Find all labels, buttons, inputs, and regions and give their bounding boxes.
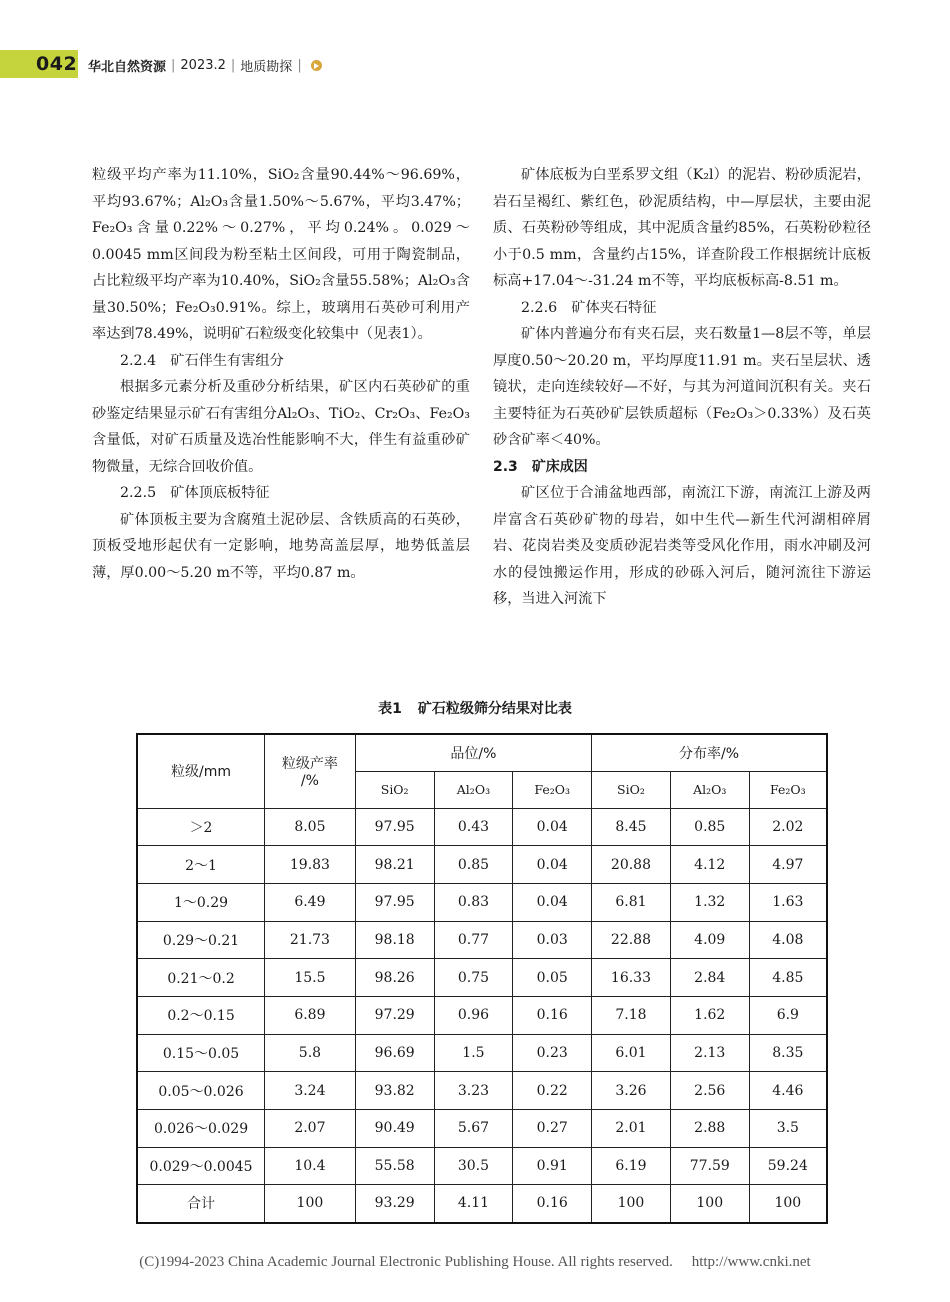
table-cell: 93.82 — [355, 1072, 434, 1110]
table-cell: 59.24 — [749, 1147, 827, 1185]
subheader-al2o3: Al₂O₃ — [670, 771, 749, 808]
section-heading-2-3: 2.3 矿床成因 — [493, 458, 588, 475]
divider: | — [171, 58, 176, 73]
subsection-heading-2-2-4: 2.2.4 矿石伴生有害组分 — [120, 352, 284, 369]
table-cell: 2.01 — [592, 1110, 671, 1148]
table-cell: 0.04 — [513, 846, 592, 884]
grain-size-cell: 0.21～0.2 — [137, 959, 265, 997]
table-cell: 1.63 — [749, 883, 827, 921]
subheader-fe2o3: Fe₂O₃ — [749, 771, 827, 808]
table-cell: 97.29 — [355, 996, 434, 1034]
grain-size-cell: ＞2 — [137, 808, 265, 846]
grain-size-cell: 0.29～0.21 — [137, 921, 265, 959]
table-cell: 98.18 — [355, 921, 434, 959]
grain-size-cell: 1～0.29 — [137, 883, 265, 921]
footer-url: http://www.cnki.net — [691, 1254, 811, 1270]
copyright-text: (C)1994-2023 China Academic Journal Electronic Publishing House. All rights reserved. — [139, 1254, 673, 1270]
table-row — [137, 1147, 827, 1185]
table-cell: 3.26 — [592, 1072, 671, 1110]
journal-name: 华北自然资源 — [88, 60, 167, 75]
grain-size-cell: 0.026～0.029 — [137, 1110, 265, 1148]
table-cell: 16.33 — [592, 959, 671, 997]
subheader-al2o3: Al₂O₃ — [434, 771, 513, 808]
paragraph: 矿体顶板主要为含腐殖土泥砂层、含铁质高的石英砂，顶板受地形起伏有一定影响，地势高盖层厚，地势低盖层薄，厚0.00～5.20 m不等，平均0.87 m。 — [92, 511, 470, 581]
table-cell: 4.46 — [749, 1072, 827, 1110]
subsection-heading-2-2-5: 2.2.5 矿体顶底板特征 — [120, 485, 270, 501]
table-cell: 4.97 — [749, 846, 827, 884]
issue-number: 2023.2 — [180, 58, 226, 73]
table-cell: 4.08 — [749, 921, 827, 959]
table-cell: 2.13 — [670, 1034, 749, 1072]
table-row — [137, 808, 827, 846]
paragraph: 矿体内普遍分布有夹石层，夹石数量1—8层不等，单层厚度0.50～20.20 m，平均厚度11.91 m。夹石呈层状、透镜状，走向连续较好—不好，与其为河道间沉积有关。夹石主要特征为石英砂矿层铁质超标（Fe₂O₃＞0.33%）及石英砂含矿率＜40%。 — [493, 326, 871, 448]
table-cell: 0.83 — [434, 883, 513, 921]
left-column — [92, 162, 470, 586]
table-cell: 0.16 — [513, 996, 592, 1034]
table-cell: 2.02 — [749, 808, 827, 846]
table-cell: 0.77 — [434, 921, 513, 959]
page-number: 042 — [36, 53, 78, 75]
table-cell: 3.5 — [749, 1110, 827, 1148]
table-cell: 97.95 — [355, 883, 434, 921]
grain-size-cell: 0.05～0.026 — [137, 1072, 265, 1110]
table-cell: 19.83 — [265, 846, 356, 884]
table-cell: 6.49 — [265, 883, 356, 921]
table-cell: 4.12 — [670, 846, 749, 884]
table-body — [137, 808, 827, 1223]
right-column — [493, 162, 871, 613]
table-cell: 97.95 — [355, 808, 434, 846]
table-cell: 100 — [592, 1185, 671, 1223]
table-cell: 8.45 — [592, 808, 671, 846]
divider: | — [297, 58, 302, 73]
table-cell: 6.19 — [592, 1147, 671, 1185]
table-cell: 30.5 — [434, 1147, 513, 1185]
table-cell: 8.35 — [749, 1034, 827, 1072]
grain-size-cell: 合计 — [137, 1185, 265, 1223]
table-cell: 4.09 — [670, 921, 749, 959]
table-cell: 0.91 — [513, 1147, 592, 1185]
divider: | — [230, 58, 236, 73]
paragraph: 矿体底板为白垩系罗文组（K₂l）的泥岩、粉砂质泥岩，岩石呈褐红、紫红色，砂泥质结构，中—厚层状，主要由泥质、石英粉砂等组成，其中泥质含量约85%，石英粉砂粒径小于0.5 mm，含量约占15%，详查阶段工作根据统计底板标高+17.04～-31.24 m不等，平均底板标高-8.51 m。 — [493, 167, 871, 289]
table-cell: 20.88 — [592, 846, 671, 884]
table-cell: 0.03 — [513, 921, 592, 959]
table-cell: 0.43 — [434, 808, 513, 846]
grain-size-cell: 0.15～0.05 — [137, 1034, 265, 1072]
play-circle-icon — [311, 60, 322, 71]
subheader-sio2: SiO₂ — [355, 771, 434, 808]
table-title: 矿石粒级筛分结果对比表 — [417, 701, 572, 717]
table-cell: 0.85 — [434, 846, 513, 884]
table-row — [137, 1185, 827, 1223]
table-cell: 77.59 — [670, 1147, 749, 1185]
table-cell: 0.96 — [434, 996, 513, 1034]
copyright-footer — [0, 1254, 950, 1271]
table-cell: 6.81 — [592, 883, 671, 921]
table-cell: 93.29 — [355, 1185, 434, 1223]
table-row — [137, 1034, 827, 1072]
grain-size-cell: 0.029～0.0045 — [137, 1147, 265, 1185]
table-cell: 1.62 — [670, 996, 749, 1034]
table-cell: 7.18 — [592, 996, 671, 1034]
table-row — [137, 846, 827, 884]
running-head — [88, 56, 322, 75]
column-header-size: 粒级/mm — [137, 734, 265, 808]
table-cell: 5.8 — [265, 1034, 356, 1072]
table-cell: 98.26 — [355, 959, 434, 997]
table-cell: 0.75 — [434, 959, 513, 997]
table-cell: 6.89 — [265, 996, 356, 1034]
table-cell: 98.21 — [355, 846, 434, 884]
table-row — [137, 1072, 827, 1110]
paragraph: 根据多元素分析及重砂分析结果，矿区内石英砂矿的重砂鉴定结果显示矿石有害组分Al₂O₃、TiO₂、Cr₂O₃、Fe₂O₃含量低，对矿石质量及选冶性能影响不大，伴生有益重砂矿物微量，无综合回收价值。 — [92, 379, 470, 475]
grain-size-table — [136, 733, 828, 1224]
table-cell: 3.24 — [265, 1072, 356, 1110]
paragraph: 粒级平均产率为11.10%，SiO₂含量90.44%～96.69%，平均93.67%；Al₂O₃含量1.50%～5.67%，平均3.47%；Fe₂O₃含量0.22%～0.27%，平均0.24%。0.029～0.0045 mm区间段为粉至粘土区间段，可用于陶瓷制品，占比粒级平均产率为10.40%，SiO₂含量55.58%；Al₂O₃含量30.50%；Fe₂O₃0.91%。综上，玻璃用石英砂可利用产率达到78.49%，说明矿石粒级变化较集中（见表1）。 — [92, 167, 470, 342]
table-cell: 0.22 — [513, 1072, 592, 1110]
table-cell: 1.5 — [434, 1034, 513, 1072]
grain-size-cell: 0.2～0.15 — [137, 996, 265, 1034]
table-cell: 0.16 — [513, 1185, 592, 1223]
table-cell: 0.27 — [513, 1110, 592, 1148]
column-group-grade: 品位/% — [355, 734, 591, 771]
column-group-distribution: 分布率/% — [592, 734, 827, 771]
table-cell: 0.05 — [513, 959, 592, 997]
grain-size-cell: 2～1 — [137, 846, 265, 884]
table-cell: 6.01 — [592, 1034, 671, 1072]
table-cell: 96.69 — [355, 1034, 434, 1072]
table-number: 表1 — [378, 701, 402, 717]
table-row — [137, 959, 827, 997]
table-cell: 22.88 — [592, 921, 671, 959]
table-row — [137, 921, 827, 959]
table-cell: 0.85 — [670, 808, 749, 846]
table-cell: 0.04 — [513, 883, 592, 921]
table-cell: 2.56 — [670, 1072, 749, 1110]
subheader-fe2o3: Fe₂O₃ — [513, 771, 592, 808]
table-cell: 0.23 — [513, 1034, 592, 1072]
table-cell: 100 — [670, 1185, 749, 1223]
table-cell: 100 — [265, 1185, 356, 1223]
table-cell: 4.11 — [434, 1185, 513, 1223]
table-cell: 4.85 — [749, 959, 827, 997]
table-row — [137, 883, 827, 921]
table-cell: 2.84 — [670, 959, 749, 997]
subsection-heading-2-2-6: 2.2.6 矿体夹石特征 — [521, 299, 657, 316]
table-row — [137, 1110, 827, 1148]
table-cell: 6.9 — [749, 996, 827, 1034]
subheader-sio2: SiO₂ — [592, 771, 671, 808]
paragraph: 矿区位于合浦盆地西部，南流江下游，南流江上游及两岸富含石英砂矿物的母岩，如中生代—新生代河湖相碎屑岩、花岗岩类及变质砂泥岩类等受风化作用，雨水冲刷及河水的侵蚀搬运作用，形成的砂砾入河后，随河流往下游运移，当进入河流下 — [493, 485, 871, 607]
table-cell: 3.23 — [434, 1072, 513, 1110]
table-cell: 5.67 — [434, 1110, 513, 1148]
section-name: 地质勘探 — [240, 60, 293, 75]
column-header-yield: 粒级产率 /% — [265, 734, 356, 808]
table-cell: 1.32 — [670, 883, 749, 921]
table-cell: 15.5 — [265, 959, 356, 997]
table-cell: 90.49 — [355, 1110, 434, 1148]
table-cell: 10.4 — [265, 1147, 356, 1185]
table-cell: 100 — [749, 1185, 827, 1223]
table-cell: 55.58 — [355, 1147, 434, 1185]
table-row — [137, 996, 827, 1034]
table-caption — [0, 698, 950, 718]
table-cell: 2.07 — [265, 1110, 356, 1148]
table-cell: 2.88 — [670, 1110, 749, 1148]
table-cell: 21.73 — [265, 921, 356, 959]
table-cell: 0.04 — [513, 808, 592, 846]
table-cell: 8.05 — [265, 808, 356, 846]
